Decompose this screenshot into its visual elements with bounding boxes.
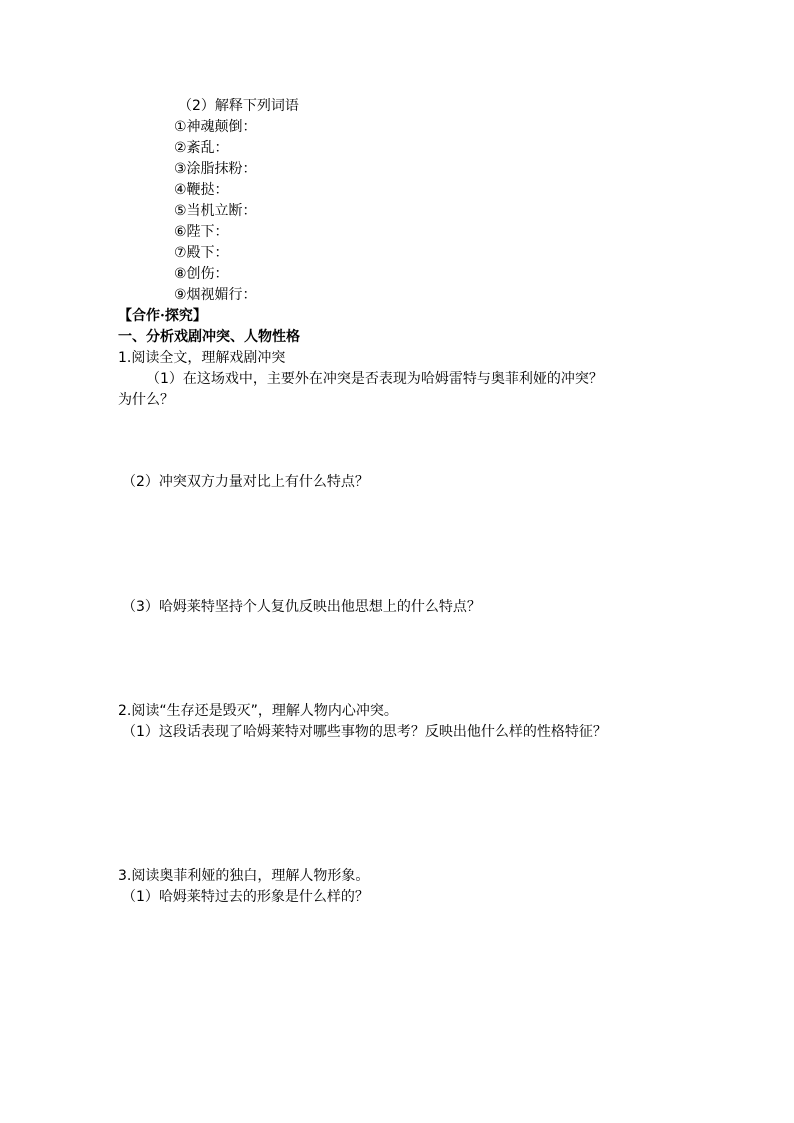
subsection-heading: 一、分析戏剧冲突、人物性格	[118, 329, 300, 345]
question-1-part-3: （3）哈姆莱特坚持个人复仇反映出他思想上的什么特点？	[122, 599, 481, 615]
vocab-item: ②紊乱：	[174, 140, 229, 156]
question-2-part-1: （1）这段话表现了哈姆莱特对哪些事物的思考？反映出他什么样的性格特征？	[122, 724, 607, 740]
vocab-item: ④鞭挞：	[174, 182, 229, 198]
question-2-title: 2.阅读“生存还是毁灭”，理解人物内心冲突。	[118, 703, 398, 719]
vocab-item: ⑧创伤：	[174, 266, 229, 282]
vocab-item: ①神魂颠倒：	[174, 119, 257, 135]
question-3-part-1: （1）哈姆莱特过去的形象是什么样的？	[122, 889, 369, 905]
question-1-part-1: （1）在这场戏中，主要外在冲突是否表现为哈姆雷特与奥菲利娅的冲突？	[146, 371, 603, 387]
section-heading: 【合作·探究】	[118, 308, 207, 324]
vocab-item: ⑥陛下：	[174, 224, 229, 240]
question-1-part-2: （2）冲突双方力量对比上有什么特点？	[122, 474, 369, 490]
vocab-item: ⑤当机立断：	[174, 203, 257, 219]
vocab-item: ③涂脂抹粉：	[174, 161, 257, 177]
vocab-item: ⑦殿下：	[174, 245, 229, 261]
question-3-title: 3.阅读奥菲利娅的独白，理解人物形象。	[118, 868, 370, 884]
vocab-title: （2）解释下列词语	[178, 98, 299, 114]
question-1-part-1-cont: 为什么？	[118, 392, 174, 408]
question-1-title: 1.阅读全文，理解戏剧冲突	[118, 350, 286, 366]
vocab-item: ⑨烟视媚行：	[174, 287, 257, 303]
